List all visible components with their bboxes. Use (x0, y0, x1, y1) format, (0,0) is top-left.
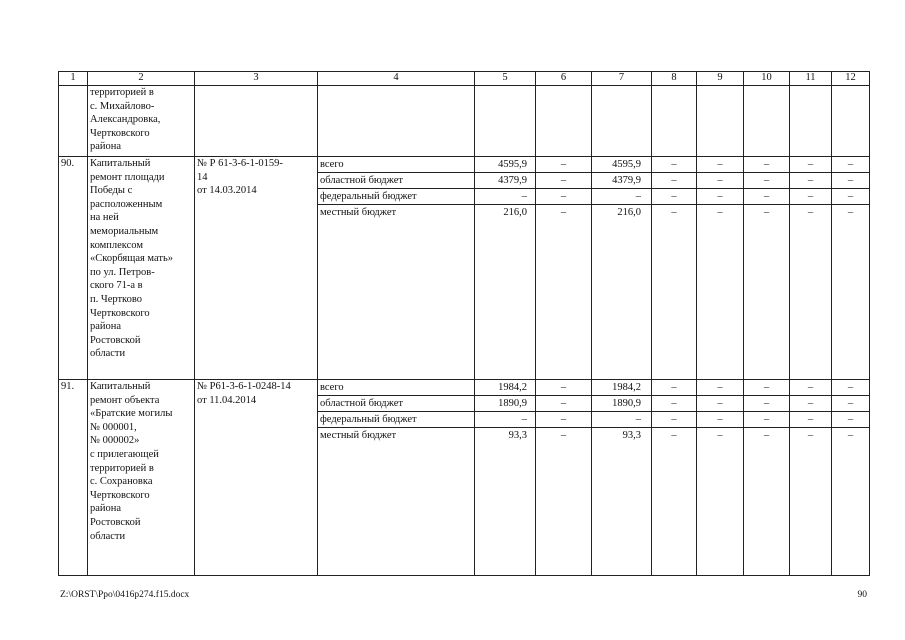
amount: – (475, 412, 535, 428)
header-cell: 9 (697, 72, 744, 86)
budget-table (58, 71, 870, 86)
object-name: территорией в с. Михайлово- Александровка, Чертковского района (88, 86, 195, 157)
amount: – (763, 207, 770, 218)
funding-source: всего (318, 380, 474, 396)
value-cell (652, 380, 697, 576)
amount: – (652, 157, 696, 173)
amount: – (717, 430, 723, 441)
amount: – (652, 396, 696, 412)
object-name: Капитальный ремонт объекта «Братские могилы № 000001, № 000002» с прилегающей территорией в с. Сохрановка Чертковского района Ростовской области (88, 380, 195, 576)
header-cell: 2 (88, 72, 195, 86)
row-number (59, 86, 88, 157)
amount: 4595,9 (592, 157, 651, 173)
funding-source-cell (318, 86, 475, 157)
header-cell: 7 (592, 72, 652, 86)
budget-table-container (58, 71, 869, 576)
amount: – (790, 189, 831, 205)
amount: – (475, 189, 535, 205)
amount: – (652, 380, 696, 396)
amount: – (536, 412, 591, 428)
amount: – (697, 396, 743, 412)
page-number: 90 (857, 590, 867, 600)
header-row (59, 72, 870, 86)
header-cell: 8 (652, 72, 697, 86)
amount: 1984,2 (475, 380, 535, 396)
value-cell (652, 157, 697, 380)
value-cell (475, 157, 536, 380)
funding-source: областной бюджет (318, 396, 474, 412)
amount: – (744, 173, 789, 189)
amount: – (536, 396, 591, 412)
amount: – (536, 157, 591, 173)
amount: – (536, 189, 591, 205)
amount: – (536, 380, 591, 396)
value-cell (790, 86, 832, 157)
amount: – (744, 412, 789, 428)
header-cell: 1 (59, 72, 88, 86)
amount: – (847, 207, 854, 218)
value-cell (475, 380, 536, 576)
value-cell (652, 86, 697, 157)
amount: 1890,9 (475, 396, 535, 412)
value-cell (744, 157, 790, 380)
document-ref (195, 86, 318, 157)
value-cell (592, 157, 652, 380)
value-cell (592, 380, 652, 576)
header-cell: 3 (195, 72, 318, 86)
header-cell: 6 (536, 72, 592, 86)
amount: – (671, 430, 677, 441)
value-cell (536, 380, 592, 576)
value-cell (697, 157, 744, 380)
value-cell (592, 86, 652, 157)
amount: – (652, 412, 696, 428)
row-number: 91. (59, 380, 88, 576)
funding-source: федеральный бюджет (318, 189, 474, 205)
amount: 93,3 (508, 430, 527, 441)
header-cell: 5 (475, 72, 536, 86)
funding-source: федеральный бюджет (318, 412, 474, 428)
amount: – (697, 189, 743, 205)
amount: – (790, 396, 831, 412)
amount: – (652, 173, 696, 189)
amount: – (536, 173, 591, 189)
amount: – (763, 430, 770, 441)
amount: – (697, 380, 743, 396)
amount: 216,0 (617, 207, 641, 218)
value-cell (536, 86, 592, 157)
amount: – (697, 173, 743, 189)
amount: – (790, 173, 831, 189)
amount: – (832, 189, 869, 205)
value-cell (697, 380, 744, 576)
amount: 4379,9 (475, 173, 535, 189)
value-cell (832, 380, 870, 576)
value-cell (790, 157, 832, 380)
amount: – (717, 207, 723, 218)
value-cell (832, 86, 870, 157)
funding-source: областной бюджет (318, 173, 474, 189)
amount: – (807, 207, 814, 218)
value-cell (744, 86, 790, 157)
amount: 1890,9 (592, 396, 651, 412)
header-cell: 12 (832, 72, 870, 86)
value-cell (832, 157, 870, 380)
document-ref: № Р 61-3-6-1-0159- 14 от 14.03.2014 (195, 157, 318, 380)
amount: – (790, 380, 831, 396)
amount: – (832, 157, 869, 173)
amount: – (592, 189, 651, 205)
header-cell: 11 (790, 72, 832, 86)
amount: 93,3 (622, 430, 641, 441)
amount: 216,0 (503, 207, 527, 218)
funding-source-cell (318, 380, 475, 576)
amount: – (697, 157, 743, 173)
amount: – (592, 412, 651, 428)
amount: – (671, 207, 677, 218)
value-cell (790, 380, 832, 576)
amount: – (847, 430, 854, 441)
amount: – (790, 412, 831, 428)
amount: 4379,9 (592, 173, 651, 189)
amount: – (832, 396, 869, 412)
file-path: Z:\ORST\Ppo\0416p274.f15.docx (60, 590, 190, 600)
header-cell: 4 (318, 72, 475, 86)
amount: – (697, 412, 743, 428)
funding-source: всего (318, 157, 474, 173)
amount: – (832, 412, 869, 428)
amount: – (744, 157, 789, 173)
funding-source: местный бюджет (320, 207, 397, 218)
value-cell (697, 86, 744, 157)
value-cell (475, 86, 536, 157)
header-cell: 10 (744, 72, 790, 86)
amount: – (560, 207, 567, 218)
document-ref: № Р61-3-6-1-0248-14 от 11.04.2014 (195, 380, 318, 576)
row-number: 90. (59, 157, 88, 380)
budget-table-body (58, 85, 870, 576)
funding-source: местный бюджет (320, 430, 397, 441)
amount: – (744, 189, 789, 205)
object-name: Капитальный ремонт площади Победы с расположенным на ней мемориальным комплексом «Скорбящая мать» по ул. Петров- ского 71-а в п. Чертково Чертковского района Ростовской области (88, 157, 195, 380)
amount: 4595,9 (475, 157, 535, 173)
amount: – (652, 189, 696, 205)
amount: – (832, 173, 869, 189)
amount: – (744, 396, 789, 412)
amount: – (832, 380, 869, 396)
table-row (59, 86, 870, 157)
amount: – (560, 430, 567, 441)
table-row (59, 157, 870, 380)
table-row (59, 380, 870, 576)
amount: 1984,2 (592, 380, 651, 396)
amount: – (807, 430, 814, 441)
amount: – (744, 380, 789, 396)
value-cell (744, 380, 790, 576)
value-cell (536, 157, 592, 380)
amount: – (790, 157, 831, 173)
funding-source-cell (318, 157, 475, 380)
table-body (58, 85, 869, 576)
